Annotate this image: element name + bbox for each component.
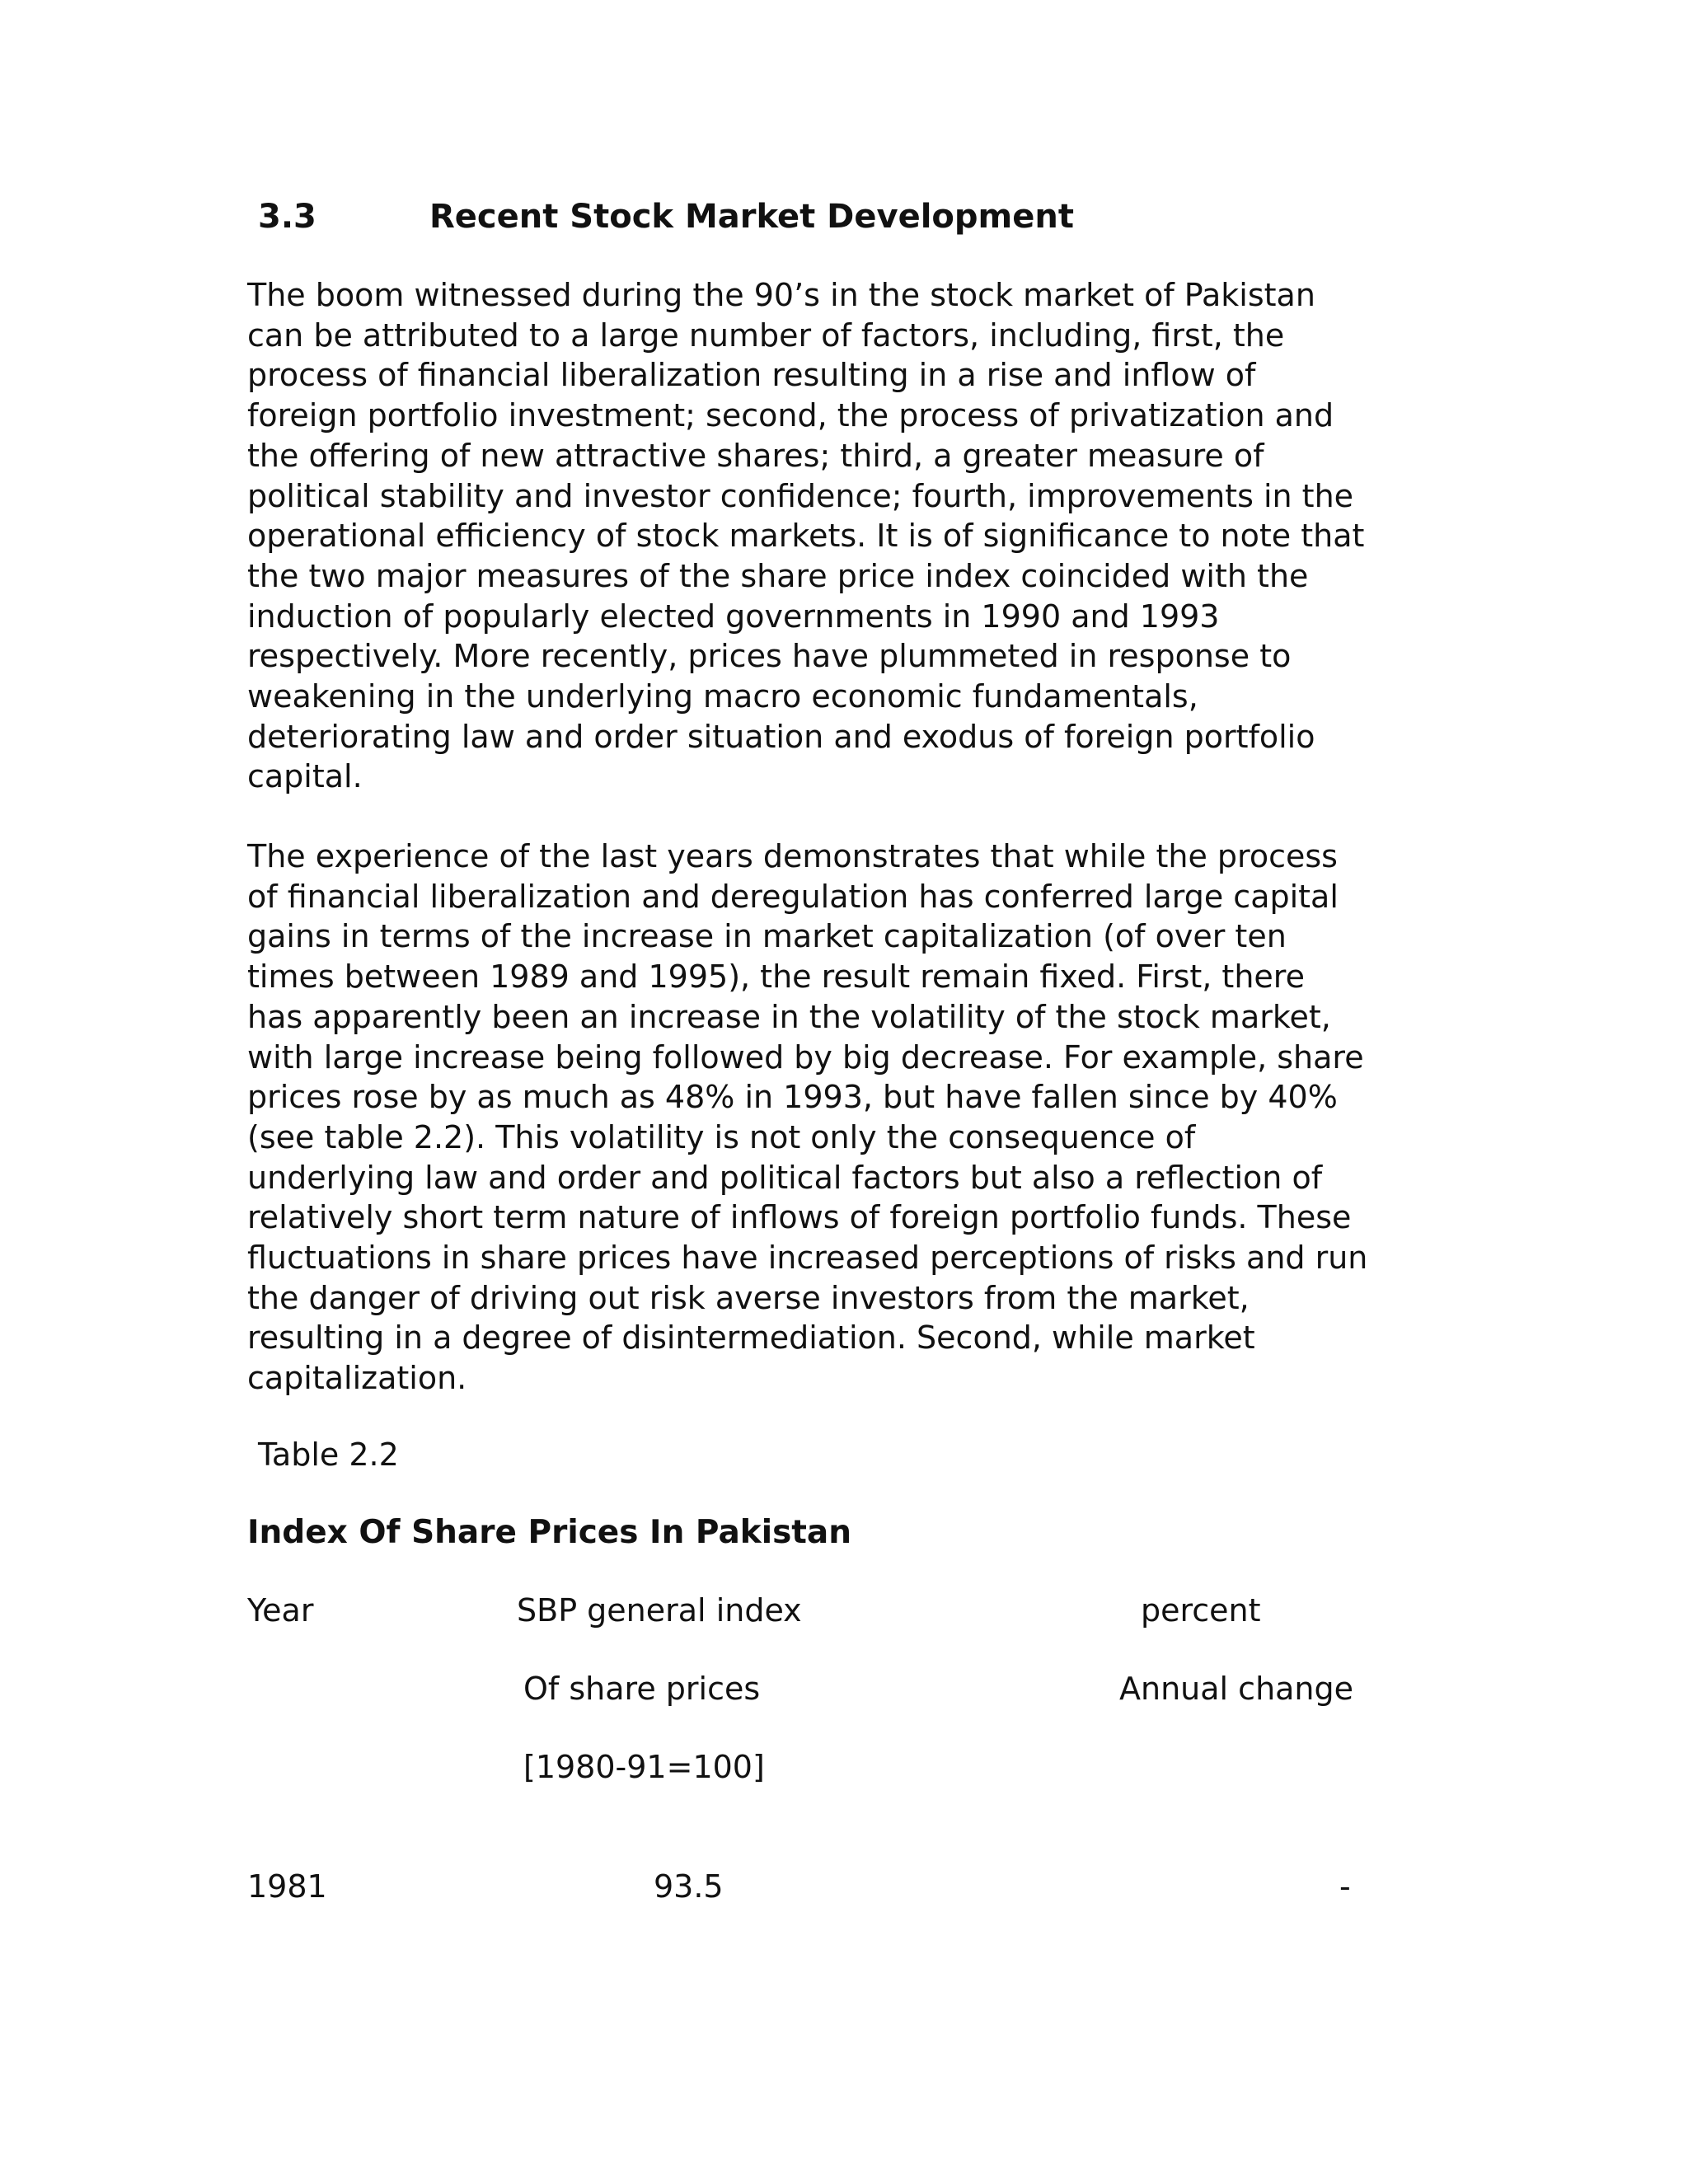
paragraph-line: the two major measures of the share price index coincided with the: [247, 557, 1309, 594]
paragraph-line: can be attributed to a large number of factors, including, first, the: [247, 316, 1285, 354]
paragraph-line: foreign portfolio investment; second, the process of privatization and: [247, 397, 1334, 434]
paragraph-line: weakening in the underlying macro economic fundamentals,: [247, 678, 1198, 715]
column-header-annual-change: Annual change: [1119, 1671, 1354, 1707]
paragraph-line: relatively short term nature of inflows of foreign portfolio funds. These: [247, 1199, 1352, 1236]
table-title: Index Of Share Prices In Pakistan: [247, 1514, 852, 1551]
cell-index-value: 93.5: [654, 1868, 724, 1905]
section-title: Recent Stock Market Development: [429, 198, 1074, 236]
column-header-index: SBP general index: [517, 1592, 802, 1629]
table-caption: Table 2.2: [258, 1436, 399, 1473]
paragraph-line: resulting in a degree of disintermediation. Second, while market: [247, 1319, 1255, 1357]
section-number: 3.3: [258, 198, 316, 236]
paragraph-line: of financial liberalization and deregulation has conferred large capital: [247, 878, 1339, 915]
paragraph-line: the danger of driving out risk averse investors from the market,: [247, 1279, 1250, 1316]
paragraph-line: induction of popularly elected governments in 1990 and 1993: [247, 598, 1220, 635]
paragraph-line: process of financial liberalization resulting in a rise and inflow of: [247, 357, 1256, 394]
paragraph-boom: [247, 275, 1451, 797]
paragraph-experience: [247, 837, 1451, 1399]
paragraph-line: the offering of new attractive shares; third, a greater measure of: [247, 437, 1264, 474]
paragraph-line: deteriorating law and order situation and exodus of foreign portfolio: [247, 718, 1315, 755]
cell-year: 1981: [247, 1868, 327, 1905]
paragraph-line: political stability and investor confidence; fourth, improvements in the: [247, 477, 1354, 514]
paragraph-line: (see table 2.2). This volatility is not only the consequence of: [247, 1118, 1196, 1155]
column-header-index-base: [1980-91=100]: [523, 1749, 765, 1785]
column-header-year: Year: [247, 1592, 314, 1629]
paragraph-line: fluctuations in share prices have increased perceptions of risks and run: [247, 1240, 1368, 1277]
paragraph-line: The boom witnessed during the 90’s in the stock market of Pakistan: [247, 277, 1315, 313]
paragraph-line: prices rose by as much as 48% in 1993, but have fallen since by 40%: [247, 1079, 1338, 1116]
paragraph-line: times between 1989 and 1995), the result remain fixed. First, there: [247, 958, 1305, 996]
paragraph-line: gains in terms of the increase in market capitalization (of over ten: [247, 918, 1287, 955]
paragraph-line: capitalization.: [247, 1360, 467, 1397]
paragraph-line: underlying law and order and political factors but also a reflection of: [247, 1159, 1323, 1196]
section-heading: [258, 194, 1074, 239]
column-header-index-subtitle: Of share prices: [523, 1671, 761, 1707]
paragraph-line: capital.: [247, 758, 363, 795]
paragraph-line: The experience of the last years demonstrates that while the process: [247, 838, 1338, 874]
paragraph-line: operational efficiency of stock markets. It is of significance to note that: [247, 518, 1365, 555]
paragraph-line: has apparently been an increase in the volatility of the stock market,: [247, 998, 1331, 1035]
cell-annual-change: -: [1339, 1868, 1351, 1905]
column-header-percent: percent: [1141, 1592, 1261, 1629]
paragraph-line: respectively. More recently, prices have plummeted in response to: [247, 638, 1292, 675]
paragraph-line: with large increase being followed by big decrease. For example, share: [247, 1038, 1364, 1076]
